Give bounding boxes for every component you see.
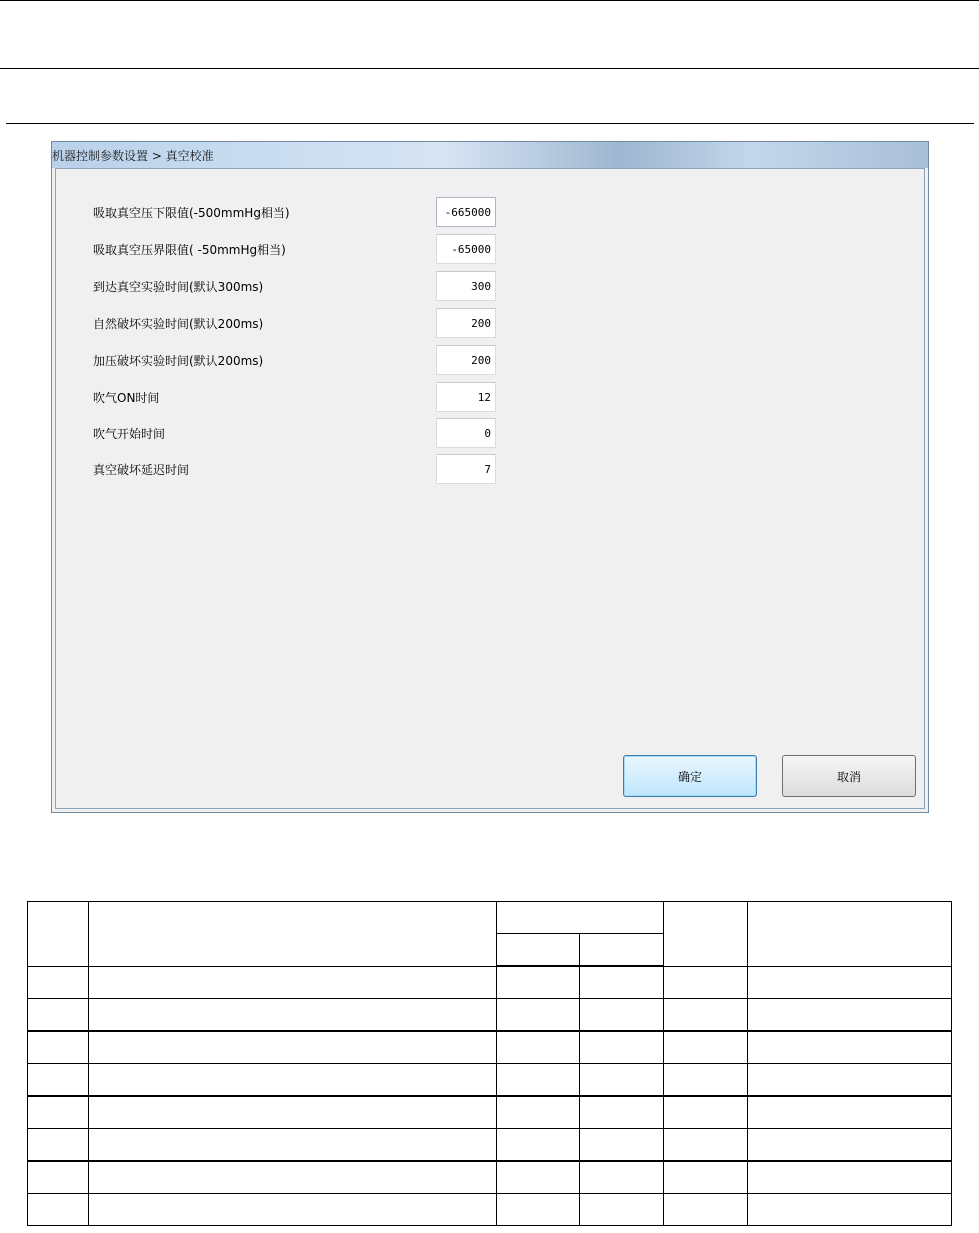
table-header-cell bbox=[580, 934, 664, 967]
window-title: 机器控制参数设置 > 真空校准 bbox=[52, 149, 214, 163]
natural-break-time-input[interactable] bbox=[436, 308, 496, 338]
vacuum-break-delay-input[interactable] bbox=[436, 454, 496, 484]
param-label-natural-break-time: 自然破坏实验时间(默认200ms) bbox=[93, 317, 264, 331]
upper-rule bbox=[0, 68, 979, 69]
table-row bbox=[28, 1031, 952, 1064]
param-label-reach-vacuum-time: 到达真空实验时间(默认300ms) bbox=[93, 280, 264, 294]
table-header-cell bbox=[89, 902, 497, 967]
pressure-break-time-input[interactable] bbox=[436, 345, 496, 375]
top-rule bbox=[0, 0, 979, 1]
table-row bbox=[28, 1194, 952, 1226]
param-label-vacuum-break-delay: 真空破坏延迟时间 bbox=[93, 463, 190, 477]
table-header-cell bbox=[748, 902, 952, 967]
suction-lower-limit-input[interactable] bbox=[436, 197, 496, 227]
blow-on-time-input[interactable] bbox=[436, 382, 496, 412]
table-header-cell bbox=[28, 902, 89, 967]
table-header-cell bbox=[664, 902, 748, 967]
cancel-button[interactable]: 取消 bbox=[782, 755, 916, 797]
blow-start-time-input[interactable] bbox=[436, 418, 496, 448]
settings-panel bbox=[55, 168, 925, 809]
table-row bbox=[28, 966, 952, 999]
param-label-suction-lower-limit: 吸取真空压下限值(-500mmHg相当) bbox=[93, 206, 290, 220]
param-label-suction-threshold: 吸取真空压界限值( -50mmHg相当) bbox=[93, 243, 286, 257]
suction-threshold-input[interactable] bbox=[436, 234, 496, 264]
reach-vacuum-time-input[interactable] bbox=[436, 271, 496, 301]
param-label-blow-start-time: 吹气开始时间 bbox=[93, 427, 166, 441]
section-rule bbox=[6, 123, 974, 124]
table-row bbox=[28, 1064, 952, 1097]
table-header-row bbox=[28, 902, 952, 934]
blank-table bbox=[27, 901, 952, 1226]
table-row bbox=[28, 1129, 952, 1162]
param-label-pressure-break-time: 加压破坏实验时间(默认200ms) bbox=[93, 354, 264, 368]
ok-button[interactable]: 确定 bbox=[623, 755, 757, 797]
table-row bbox=[28, 1161, 952, 1194]
table-row bbox=[28, 999, 952, 1032]
table-header-cell bbox=[497, 902, 664, 934]
table-header-cell bbox=[497, 934, 580, 967]
title-bar[interactable] bbox=[52, 142, 928, 168]
param-label-blow-on-time: 吹气ON时间 bbox=[93, 391, 160, 405]
table-row bbox=[28, 1096, 952, 1129]
vacuum-calibration-window bbox=[51, 141, 929, 813]
